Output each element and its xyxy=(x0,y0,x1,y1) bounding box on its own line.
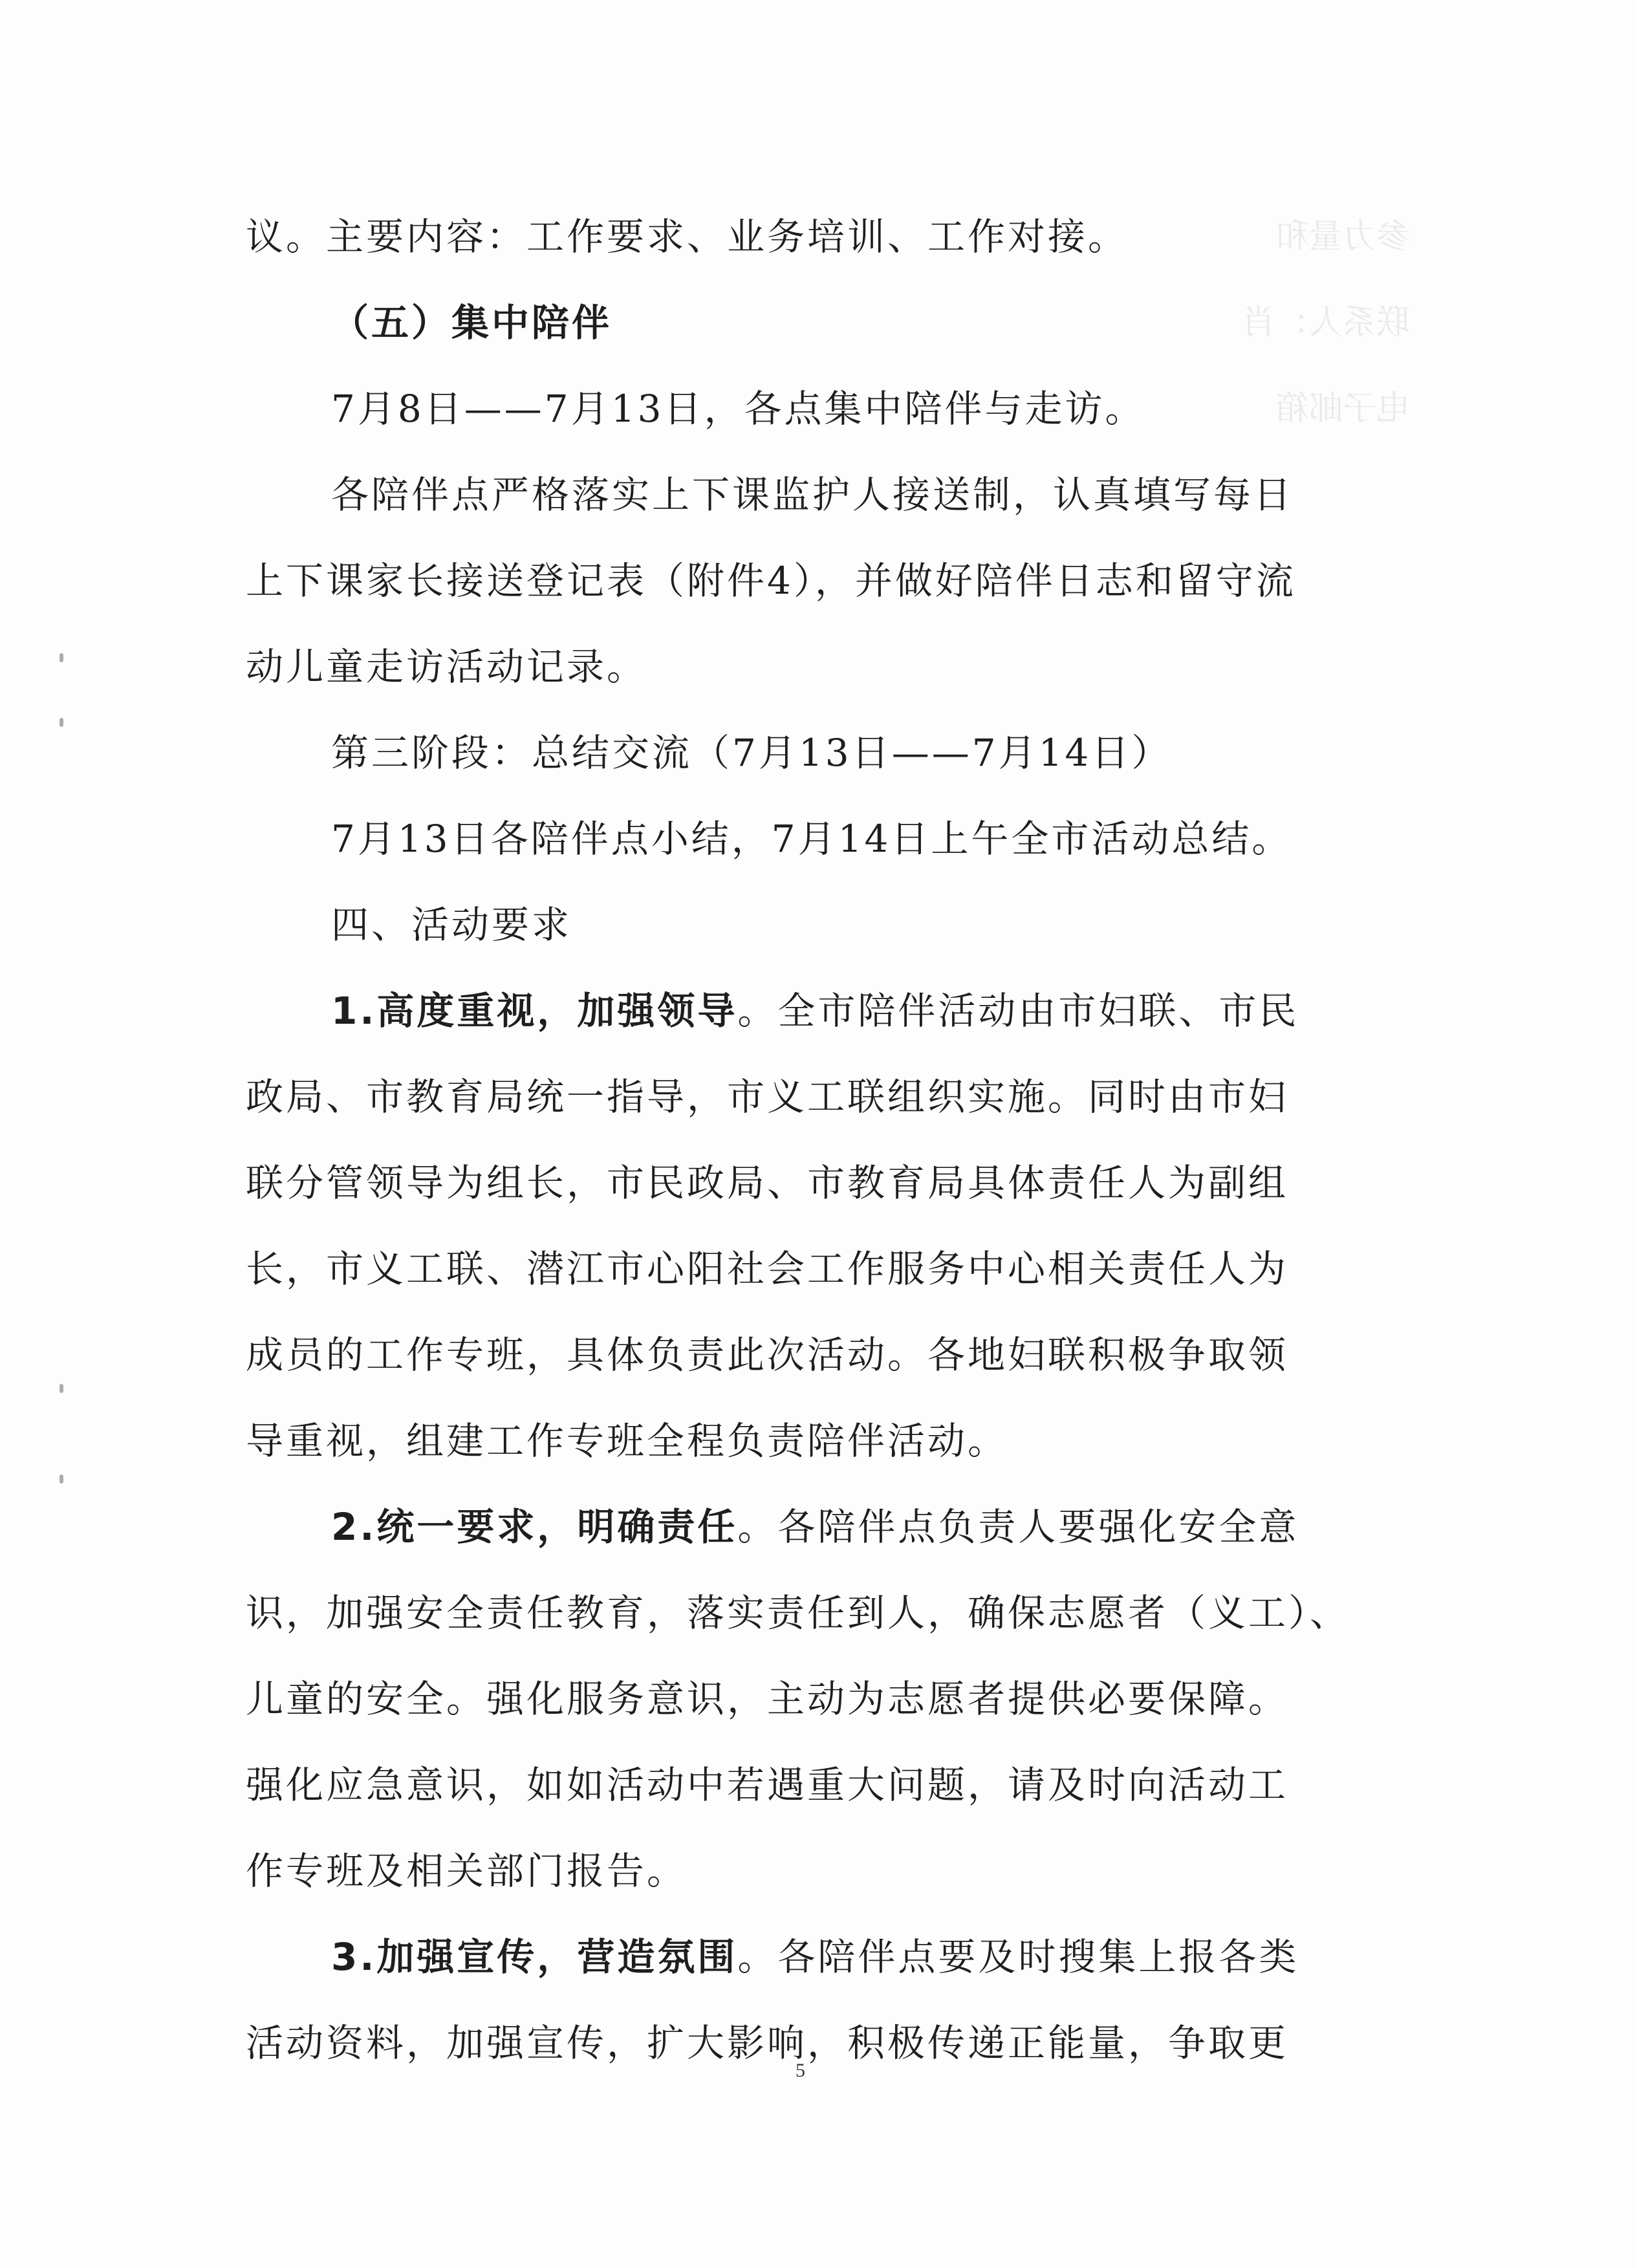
paragraph-line: 儿童的安全。强化服务意识，主动为志愿者提供必要保障。 xyxy=(246,1677,1289,1721)
paragraph-line: 识，加强安全责任教育，落实责任到人，确保志愿者（义工）、 xyxy=(246,1591,1350,1635)
paragraph-line: 7月13日各陪伴点小结，7月14日上午全市活动总结。 xyxy=(331,817,1292,861)
paragraph-line: 议。主要内容：工作要求、业务培训、工作对接。 xyxy=(246,215,1129,259)
show-through-text: 参力量和 联系人：肖 电子邮箱 xyxy=(1241,217,1410,428)
paragraph-line: 强化应急意识，如如活动中若遇重大问题，请及时向活动工 xyxy=(246,1763,1289,1807)
requirement-1-line xyxy=(246,968,1358,1054)
requirement-2-line xyxy=(246,1484,1358,1570)
requirement-3-text: 。各陪伴点要及时搜集上报各类 xyxy=(737,1935,1299,1979)
paragraph-line: 作专班及相关部门报告。 xyxy=(246,1849,688,1893)
punch-mark xyxy=(60,1384,63,1393)
requirement-1-title: 1.高度重视，加强领导 xyxy=(331,989,738,1033)
paragraph-line: 动儿童走访活动记录。 xyxy=(246,645,647,689)
document-body xyxy=(246,194,1358,2086)
stage-heading: 第三阶段：总结交流（7月13日——7月14日） xyxy=(331,731,1172,775)
requirement-2-text: 。各陪伴点负责人要强化安全意 xyxy=(737,1505,1299,1549)
requirement-1-text: 。全市陪伴活动由市妇联、市民 xyxy=(737,989,1299,1033)
punch-mark xyxy=(60,1474,63,1484)
paragraph-line: 联分管领导为组长，市民政局、市教育局具体责任人为副组 xyxy=(246,1161,1289,1205)
section-heading: （五）集中陪伴 xyxy=(331,301,612,345)
paragraph-line: 长，市义工联、潜江市心阳社会工作服务中心相关责任人为 xyxy=(246,1247,1289,1291)
paragraph-line: 各陪伴点严格落实上下课监护人接送制，认真填写每日 xyxy=(331,473,1294,517)
section-heading: 四、活动要求 xyxy=(331,903,572,947)
paragraph-line: 7月8日——7月13日，各点集中陪伴与走访。 xyxy=(331,387,1145,431)
requirement-2-title: 2.统一要求，明确责任 xyxy=(331,1505,738,1549)
paragraph-line: 活动资料，加强宣传，扩大影响，积极传递正能量，争取更 xyxy=(246,2021,1289,2065)
paragraph-line: 政局、市教育局统一指导，市义工联组织实施。同时由市妇 xyxy=(246,1075,1289,1119)
paragraph-line: 成员的工作专班，具体负责此次活动。各地妇联积极争取领 xyxy=(246,1333,1289,1377)
paragraph-line: 导重视，组建工作专班全程负责陪伴活动。 xyxy=(246,1419,1008,1463)
requirement-3-title: 3.加强宣传，营造氛围 xyxy=(331,1935,738,1979)
punch-mark xyxy=(60,718,63,727)
page-number: 5 xyxy=(796,2060,805,2081)
paragraph-line: 上下课家长接送登记表（附件4），并做好陪伴日志和留守流 xyxy=(246,559,1296,603)
requirement-3-line xyxy=(246,1914,1358,2000)
punch-mark xyxy=(60,653,63,662)
